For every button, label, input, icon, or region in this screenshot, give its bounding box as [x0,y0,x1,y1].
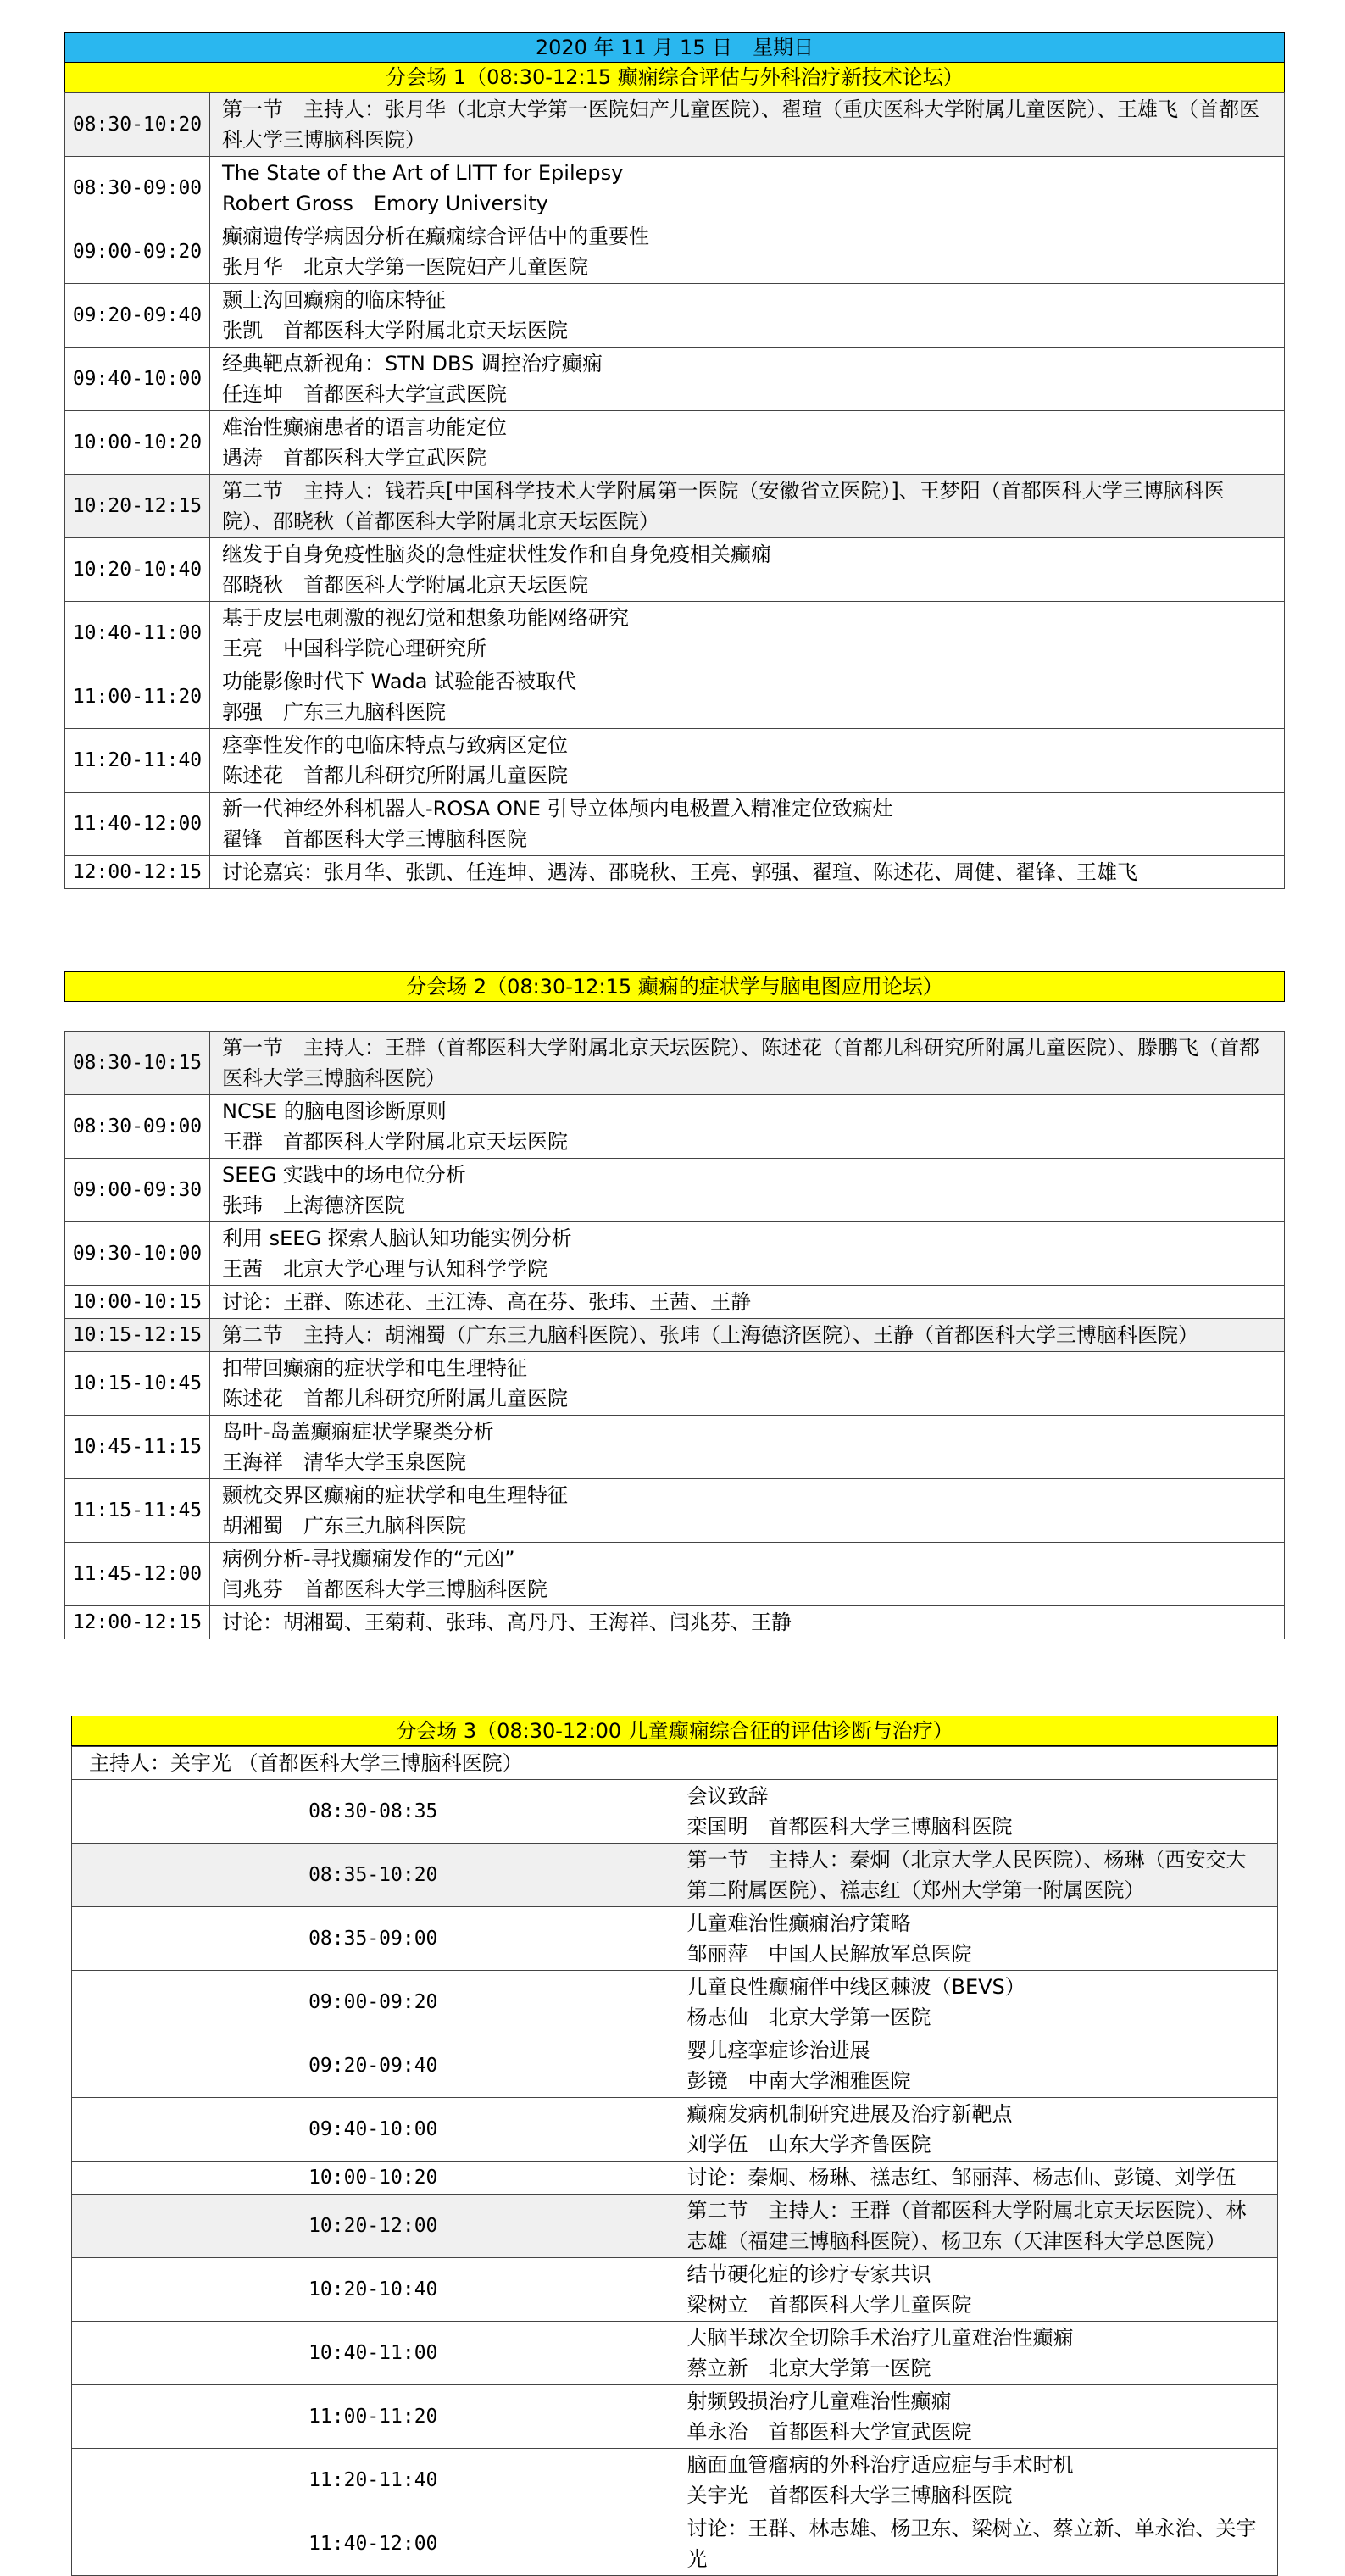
content-cell [210,1319,1285,1352]
schedule-row [65,665,1285,729]
content-cell [210,1095,1285,1159]
schedule-row [65,220,1285,284]
schedule-row [72,1780,1278,1844]
content-line: 病例分析-寻找癫痫发作的“元凶” [222,1547,515,1571]
content-cell [210,348,1285,411]
content-cell [210,729,1285,793]
content-line: 癫痫遗传学病因分析在癫痫综合评估中的重要性 [222,225,649,248]
content-line: 刘学伍 山东大学齐鲁医院 [686,2133,931,2156]
time-cell: 11:40-12:00 [72,2512,675,2576]
content-cell [675,2195,1278,2258]
content-cell [675,1971,1278,2034]
content-cell [210,856,1285,889]
content-cell [675,2385,1278,2449]
time-cell: 10:40-11:00 [72,2322,675,2385]
content-line: 第一节 主持人：秦炯（北京大学人民医院）、杨琳（西安交大第二附属医院）、禚志红（郑州大学第一附属医院） [686,1848,1247,1902]
schedule-row [65,1159,1285,1222]
schedule-row [65,729,1285,793]
content-line: 任连坤 首都医科大学宣武医院 [222,382,507,406]
schedule-row [72,2385,1278,2449]
content-line: 王茜 北京大学心理与认知科学学院 [222,1257,547,1281]
content-line: 胡湘蜀 广东三九脑科医院 [222,1514,466,1538]
content-line: 经典靶点新视角：STN DBS 调控治疗癫痫 [222,352,603,376]
content-line: 王海祥 清华大学玉泉医院 [222,1450,466,1474]
time-cell: 08:30-09:00 [65,157,210,220]
content-line: 郭强 广东三九脑科医院 [222,700,446,724]
schedule-row [65,1319,1285,1352]
schedule-row [72,2258,1278,2322]
content-cell [210,1159,1285,1222]
content-line: 岛叶-岛盖癫痫症状学聚类分析 [222,1420,494,1444]
time-cell: 11:45-12:00 [65,1543,210,1606]
content-line: 功能影像时代下 Wada 试验能否被取代 [222,670,577,693]
content-cell [210,1479,1285,1543]
schedule-row [72,2195,1278,2258]
time-cell: 10:00-10:20 [72,2162,675,2195]
content-cell [210,1222,1285,1286]
time-cell: 10:20-10:40 [65,538,210,602]
content-line: 扣带回癫痫的症状学和电生理特征 [222,1356,527,1380]
content-line: 儿童良性癫痫伴中线区棘波（BEVS） [686,1975,1025,1999]
content-line: 继发于自身免疫性脑炎的急性症状性发作和自身免疫相关癫痫 [222,542,771,566]
content-line: Robert Gross Emory University [222,192,548,215]
content-cell [210,1606,1285,1639]
content-line: 会议致辞 [686,1784,769,1808]
content-line: 讨论：王群、林志雄、杨卫东、梁树立、蔡立新、单永治、关宇光 [686,2517,1257,2571]
time-cell: 08:30-10:20 [65,93,210,157]
time-cell: 10:00-10:20 [65,411,210,475]
schedule-row [65,856,1285,889]
content-line: 翟锋 首都医科大学三博脑科医院 [222,827,527,851]
content-line: 彭镜 中南大学湘雅医院 [686,2069,911,2093]
content-cell [210,602,1285,665]
schedule-row [65,1095,1285,1159]
time-cell: 09:30-10:00 [65,1222,210,1286]
content-cell [210,93,1285,157]
time-cell: 10:15-12:15 [65,1319,210,1352]
content-cell [675,2034,1278,2098]
schedule-row [72,2098,1278,2162]
content-cell [675,2258,1278,2322]
schedule-row [72,2449,1278,2512]
schedule-row [72,2034,1278,2098]
time-cell: 11:15-11:45 [65,1479,210,1543]
content-line: 颞上沟回癫痫的临床特征 [222,288,446,312]
schedule-row [65,348,1285,411]
schedule-row [65,93,1285,157]
content-line: 闫兆芬 首都医科大学三博脑科医院 [222,1577,547,1601]
content-line: 讨论：胡湘蜀、王菊莉、张玮、高丹丹、王海祥、闫兆芬、王静 [222,1611,792,1634]
content-cell [210,665,1285,729]
time-cell: 11:20-11:40 [65,729,210,793]
session-1-title: 分会场 1（08:30-12:15 癫痫综合评估与外科治疗新技术论坛） [64,63,1285,92]
content-cell [210,475,1285,538]
content-line: 颞枕交界区癫痫的症状学和电生理特征 [222,1483,568,1507]
content-line: 大脑半球次全切除手术治疗儿童难治性癫痫 [686,2326,1074,2350]
content-cell [210,1286,1285,1319]
session-1-schedule [64,92,1285,889]
time-cell: 11:20-11:40 [72,2449,675,2512]
schedule-row [65,538,1285,602]
time-cell: 09:40-10:00 [65,348,210,411]
time-cell: 09:00-09:20 [65,220,210,284]
time-cell: 08:30-10:15 [65,1032,210,1095]
time-cell: 09:00-09:30 [65,1159,210,1222]
content-line: 第二节 主持人：钱若兵[中国科学技术大学附属第一医院（安徽省立医院）]、王梦阳（首都医科大学三博脑科医院）、邵晓秋（首都医科大学附属北京天坛医院） [222,479,1225,533]
session-1 [64,32,1285,889]
schedule-row [72,1844,1278,1907]
time-cell: 08:30-09:00 [65,1095,210,1159]
time-cell: 10:45-11:15 [65,1416,210,1479]
session-2-title: 分会场 2（08:30-12:15 癫痫的症状学与脑电图应用论坛） [64,971,1285,1002]
content-line: 痉挛性发作的电临床特点与致病区定位 [222,733,568,757]
content-line: 射频毁损治疗儿童难治性癫痫 [686,2390,952,2413]
time-cell: 10:40-11:00 [65,602,210,665]
content-line: 第二节 主持人：胡湘蜀（广东三九脑科医院）、张玮（上海德济医院）、王静（首都医科大学三博脑科医院） [222,1323,1198,1347]
content-cell [210,1032,1285,1095]
schedule-row [65,1032,1285,1095]
time-cell: 09:20-09:40 [72,2034,675,2098]
content-line: 儿童难治性癫痫治疗策略 [686,1911,911,1935]
content-line: 第一节 主持人：王群（首都医科大学附属北京天坛医院）、陈述花（首都儿科研究所附属儿童医院）、滕鹏飞（首都医科大学三博脑科医院） [222,1036,1259,1090]
time-cell: 09:40-10:00 [72,2098,675,2162]
content-cell [210,1543,1285,1606]
session-3-host-row [72,1747,1278,1780]
content-line: 张玮 上海德济医院 [222,1193,405,1217]
schedule-row [65,157,1285,220]
schedule-row [65,793,1285,856]
schedule-row [65,1543,1285,1606]
content-cell [675,2449,1278,2512]
content-line: 邹丽萍 中国人民解放军总医院 [686,1942,972,1966]
session-3-title: 分会场 3（08:30-12:00 儿童癫痫综合征的评估诊断与治疗） [71,1716,1278,1746]
content-cell [675,2162,1278,2195]
content-cell [210,157,1285,220]
content-line: 婴儿痉挛症诊治进展 [686,2039,870,2062]
content-cell [675,2098,1278,2162]
time-cell: 12:00-12:15 [65,1606,210,1639]
schedule-row [72,2322,1278,2385]
content-line: 讨论：秦炯、杨琳、禚志红、邹丽萍、杨志仙、彭镜、刘学伍 [686,2166,1237,2189]
session-3 [71,1716,1278,2576]
content-cell [675,1907,1278,1971]
time-cell: 10:00-10:15 [65,1286,210,1319]
schedule-row [65,1286,1285,1319]
session-2 [64,971,1285,1639]
content-line: 基于皮层电刺激的视幻觉和想象功能网络研究 [222,606,629,630]
content-cell [675,1844,1278,1907]
session-3-host: 主持人：关宇光 （首都医科大学三博脑科医院） [72,1747,1278,1780]
content-line: 张凯 首都医科大学附属北京天坛医院 [222,319,568,342]
content-line: 第一节 主持人：张月华（北京大学第一医院妇产儿童医院）、翟瑄（重庆医科大学附属儿童医院）、王雄飞（首都医科大学三博脑科医院） [222,97,1259,152]
content-line: 蔡立新 北京大学第一医院 [686,2356,931,2380]
schedule-row [65,1222,1285,1286]
time-cell: 10:20-12:15 [65,475,210,538]
session-2-schedule [64,1031,1285,1639]
content-line: 第二节 主持人：王群（首都医科大学附属北京天坛医院）、林志雄（福建三博脑科医院）、杨卫东（天津医科大学总医院） [686,2199,1247,2253]
time-cell: 08:30-08:35 [72,1780,675,1844]
content-line: 难治性癫痫患者的语言功能定位 [222,415,507,439]
content-line: 邵晓秋 首都医科大学附属北京天坛医院 [222,573,588,597]
content-line: The State of the Art of LITT for Epilepsy [222,161,624,185]
time-cell: 12:00-12:15 [65,856,210,889]
schedule-row [65,1606,1285,1639]
time-cell: 11:40-12:00 [65,793,210,856]
content-line: 单永治 首都医科大学宣武医院 [686,2420,972,2444]
time-cell: 11:00-11:20 [72,2385,675,2449]
schedule-row [65,1479,1285,1543]
time-cell: 11:00-11:20 [65,665,210,729]
schedule-row [72,1971,1278,2034]
content-line: 结节硬化症的诊疗专家共识 [686,2262,931,2286]
content-line: 陈述花 首都儿科研究所附属儿童医院 [222,764,568,787]
schedule-row [65,284,1285,348]
time-cell: 10:20-12:00 [72,2195,675,2258]
content-line: 栾国明 首都医科大学三博脑科医院 [686,1815,1013,1839]
schedule-row [65,1416,1285,1479]
date-header: 2020 年 11 月 15 日 星期日 [64,32,1285,63]
content-cell [210,411,1285,475]
content-line: 陈述花 首都儿科研究所附属儿童医院 [222,1387,568,1410]
content-line: 关宇光 首都医科大学三博脑科医院 [686,2484,1013,2507]
content-cell [675,2512,1278,2576]
schedule-row [72,2162,1278,2195]
content-line: 新一代神经外科机器人-ROSA ONE 引导立体颅内电极置入精准定位致痫灶 [222,797,893,821]
time-cell: 10:20-10:40 [72,2258,675,2322]
content-line: 王群 首都医科大学附属北京天坛医院 [222,1130,568,1154]
schedule-row [72,1907,1278,1971]
content-cell [210,1416,1285,1479]
content-line: 利用 sEEG 探索人脑认知功能实例分析 [222,1227,572,1250]
content-line: NCSE 的脑电图诊断原则 [222,1099,447,1123]
content-line: 梁树立 首都医科大学儿童医院 [686,2293,972,2317]
content-line: 脑面血管瘤病的外科治疗适应症与手术时机 [686,2453,1074,2477]
content-cell [210,538,1285,602]
content-line: 遇涛 首都医科大学宣武医院 [222,446,486,470]
time-cell: 08:35-09:00 [72,1907,675,1971]
content-cell [210,220,1285,284]
content-line: 杨志仙 北京大学第一医院 [686,2006,931,2029]
content-cell [210,793,1285,856]
content-line: 讨论：王群、陈述花、王江涛、高在芬、张玮、王茜、王静 [222,1290,751,1314]
content-cell [210,1352,1285,1416]
schedule-row [65,1352,1285,1416]
content-cell [675,2322,1278,2385]
time-cell: 09:20-09:40 [65,284,210,348]
content-cell [210,284,1285,348]
time-cell: 08:35-10:20 [72,1844,675,1907]
schedule-row [65,475,1285,538]
content-line: SEEG 实践中的场电位分析 [222,1163,466,1187]
schedule-row [65,602,1285,665]
content-cell [675,1780,1278,1844]
schedule-row [65,411,1285,475]
content-line: 讨论嘉宾：张月华、张凯、任连坤、遇涛、邵晓秋、王亮、郭强、翟瑄、陈述花、周健、翟锋、王雄飞 [222,860,1137,884]
schedule-row [72,2512,1278,2576]
content-line: 癫痫发病机制研究进展及治疗新靶点 [686,2102,1013,2126]
content-line: 王亮 中国科学院心理研究所 [222,637,486,660]
session-3-schedule [71,1746,1278,2576]
time-cell: 10:15-10:45 [65,1352,210,1416]
time-cell: 09:00-09:20 [72,1971,675,2034]
content-line: 张月华 北京大学第一医院妇产儿童医院 [222,255,588,279]
